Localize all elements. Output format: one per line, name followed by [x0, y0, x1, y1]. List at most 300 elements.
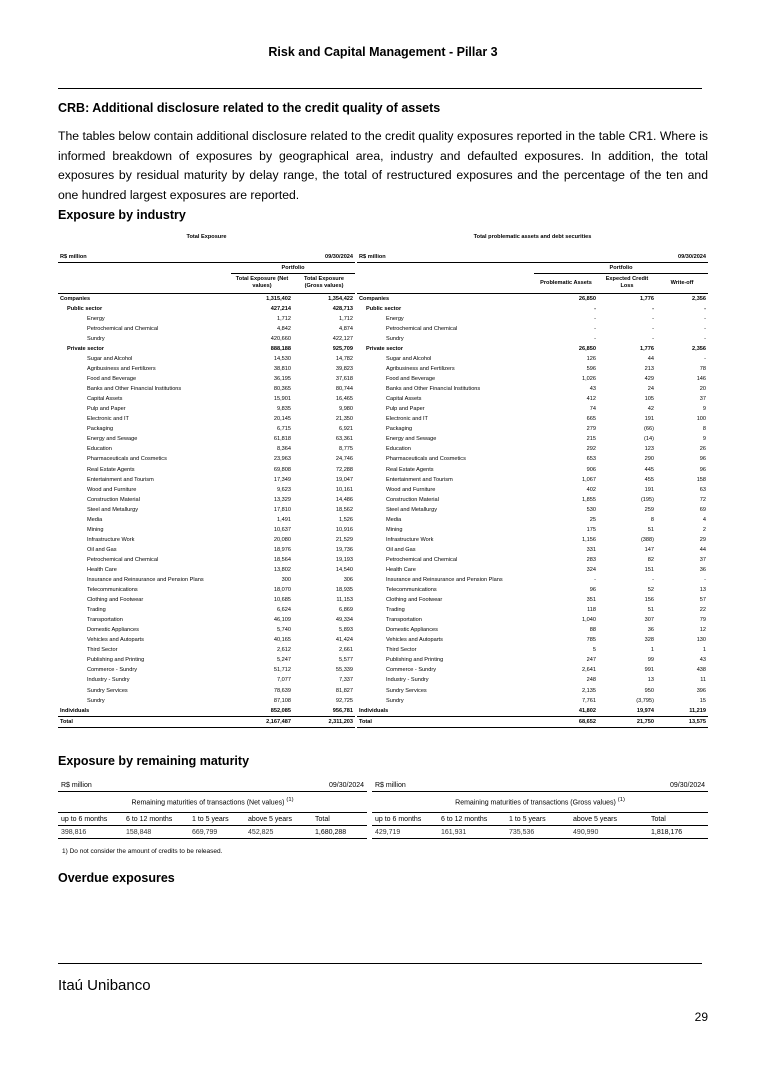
left-total-label: Total: [58, 716, 231, 727]
industry-label: Domestic Appliances: [87, 627, 139, 634]
maturity-column-header: up to 6 months: [58, 813, 123, 826]
industry-label: Transportation: [87, 617, 123, 624]
expected-credit-loss-value: 82: [647, 556, 654, 563]
maturity-value: 490,990: [570, 826, 648, 839]
table-row: [357, 686, 708, 696]
problematic-assets-value: 351: [586, 597, 596, 604]
expected-credit-loss-value: 213: [644, 366, 654, 373]
problematic-assets-value: 175: [586, 526, 596, 533]
expected-credit-loss-value: -: [652, 305, 654, 312]
table-row: [58, 625, 355, 635]
maturity-value: 1,680,288: [312, 826, 367, 839]
problematic-assets-value: 41,802: [578, 707, 596, 714]
industry-label: Electronic and IT: [386, 416, 428, 423]
net-exposure-value: 78,639: [273, 687, 291, 694]
industry-label: Pharmaceuticals and Cosmetics: [386, 456, 466, 463]
write-off-value: 29: [699, 536, 707, 543]
problematic-assets-value: 96: [589, 587, 596, 594]
gross-exposure-value: 956,781: [332, 707, 354, 714]
write-off-value: 26: [699, 446, 707, 453]
industry-label: Private sector: [67, 345, 105, 352]
table-row: [357, 414, 708, 424]
table-row: [58, 394, 355, 404]
write-off-value: 96: [699, 466, 707, 473]
maturity-value: 158,848: [123, 826, 189, 839]
table-row: [58, 304, 355, 314]
net-exposure-value: 13,329: [273, 496, 291, 503]
table-row: [58, 706, 355, 717]
maturity-gross-table: [372, 779, 708, 839]
maturity-right-values-row: [372, 826, 708, 839]
gross-exposure-value: 10,916: [335, 526, 354, 533]
table-row: [58, 545, 355, 555]
problematic-assets-value: 5: [592, 647, 596, 654]
problematic-assets-value: 1,026: [582, 376, 596, 383]
gross-exposure-value: 18,935: [335, 587, 354, 594]
problematic-assets-value: 88: [589, 627, 596, 634]
table-row: [357, 696, 708, 706]
net-exposure-value: 9,623: [277, 486, 291, 493]
industry-label: Energy and Sewage: [386, 436, 437, 443]
write-off-value: 57: [699, 597, 707, 604]
maturity-value: 735,536: [506, 826, 570, 839]
industry-label: Sundry: [386, 335, 404, 342]
maturity-footnote: 1) Do not consider the amount of credits to be released.: [62, 848, 223, 855]
expected-credit-loss-value: 307: [644, 617, 654, 624]
table-row: [58, 404, 355, 414]
industry-label: Packaging: [87, 426, 114, 433]
problematic-assets-value: 412: [586, 396, 596, 403]
maturity-left-unit: R$ million: [58, 779, 245, 792]
industry-label: Private sector: [366, 345, 404, 352]
right-date-label: 09/30/2024: [656, 252, 708, 263]
table-row: [357, 404, 708, 414]
maturity-left-date: 09/30/2024: [245, 779, 367, 792]
net-exposure-value: 17,349: [273, 476, 291, 483]
expected-credit-loss-value: 259: [644, 506, 654, 513]
industry-label: Education: [87, 446, 112, 453]
problematic-assets-value: 247: [586, 657, 596, 664]
industry-label: Sundry Services: [87, 687, 128, 694]
table-row: [357, 525, 708, 535]
table-row: [58, 555, 355, 565]
net-exposure-value: 6,715: [277, 426, 291, 433]
write-off-value: 96: [699, 456, 707, 463]
expected-credit-loss-value: 13: [647, 677, 654, 684]
net-exposure-value: 8,364: [277, 446, 291, 453]
net-exposure-value: 23,963: [273, 456, 291, 463]
net-exposure-value: 87,108: [273, 697, 291, 704]
industry-label: Clothing and Footwear: [386, 597, 443, 604]
industry-label: Oil and Gas: [87, 546, 117, 553]
table-row: [357, 655, 708, 665]
gross-exposure-value: 1,354,422: [328, 295, 354, 302]
problematic-assets-value: 283: [586, 556, 596, 563]
gross-exposure-value: 21,350: [335, 416, 354, 423]
right-col-writeoff-header: Write-off: [656, 274, 708, 294]
page-header-title: Risk and Capital Management - Pillar 3: [268, 45, 498, 59]
net-exposure-value: 40,165: [273, 637, 291, 644]
industry-label: Petrochemical and Chemical: [386, 556, 458, 563]
table-row: [58, 314, 355, 324]
gross-exposure-value: 41,424: [335, 637, 354, 644]
net-exposure-value: 18,564: [273, 556, 291, 563]
net-exposure-value: 17,810: [273, 506, 291, 513]
right-total-wo: 13,575: [656, 716, 708, 727]
industry-label: Individuals: [359, 707, 389, 714]
problematic-assets-value: 279: [586, 426, 596, 433]
table-row: [58, 575, 355, 585]
write-off-value: -: [704, 577, 707, 584]
gross-exposure-value: 6,869: [339, 607, 354, 614]
write-off-value: 13: [699, 587, 707, 594]
table-row: [58, 635, 355, 645]
gross-exposure-value: 7,337: [339, 677, 354, 684]
table-row: [357, 665, 708, 675]
table-row: [357, 615, 708, 625]
net-exposure-value: 6,624: [277, 607, 291, 614]
left-table-title: Total Exposure: [186, 234, 227, 241]
industry-label: Real Estate Agents: [87, 466, 135, 473]
table-row: [58, 334, 355, 344]
industry-label: Steel and Metallurgy: [87, 506, 138, 513]
industry-label: Trading: [87, 607, 106, 614]
gross-exposure-value: 4,874: [339, 325, 354, 332]
net-exposure-value: 46,109: [273, 617, 291, 624]
industry-label: Insurance and Reinsurance and Pension Plans: [87, 577, 204, 584]
maturity-left-footnote-ref: (1): [286, 797, 294, 804]
right-portfolio-label: Portfolio: [534, 263, 708, 274]
expected-credit-loss-value: 991: [644, 667, 654, 674]
expected-credit-loss-value: 24: [647, 386, 654, 393]
maturity-column-header: Total: [312, 813, 367, 826]
maturity-left-header-row: [58, 813, 367, 826]
problematic-assets-value: 1,855: [582, 496, 596, 503]
right-unit-label: R$ million: [357, 252, 534, 263]
industry-label: Industry - Sundry: [87, 677, 130, 684]
industry-label: Pulp and Paper: [386, 406, 425, 413]
left-col-gross-header: Total Exposure (Gross values): [293, 274, 355, 294]
gross-exposure-value: 37,618: [335, 376, 354, 383]
write-off-value: 37: [699, 556, 707, 563]
problematic-assets-value: 906: [586, 466, 596, 473]
write-off-value: 2,356: [692, 345, 707, 352]
industry-label: Sundry: [87, 335, 105, 342]
left-date-label: 09/30/2024: [293, 252, 355, 263]
maturity-value: 1,818,176: [648, 826, 708, 839]
maturity-right-unit: R$ million: [372, 779, 570, 792]
problematic-assets-value: -: [594, 325, 596, 332]
write-off-value: 130: [696, 637, 707, 644]
left-table-body: [58, 293, 355, 716]
gross-exposure-value: 55,339: [335, 667, 354, 674]
industry-label: Clothing and Footwear: [87, 597, 144, 604]
table-row: [357, 394, 708, 404]
problematic-assets-value: 126: [586, 355, 596, 362]
industry-label: Commerce - Sundry: [87, 667, 138, 674]
gross-exposure-value: 9,980: [339, 406, 354, 413]
gross-exposure-value: 428,713: [332, 305, 354, 312]
expected-credit-loss-value: 19,974: [636, 707, 654, 714]
expected-credit-loss-value: 51: [647, 526, 654, 533]
industry-label: Commerce - Sundry: [386, 667, 437, 674]
maturity-column-header: Total: [648, 813, 708, 826]
expected-credit-loss-value: 147: [644, 546, 654, 553]
net-exposure-value: 10,685: [273, 597, 291, 604]
expected-credit-loss-value: 1,776: [640, 345, 654, 352]
table-row: [58, 535, 355, 545]
table-row: [357, 293, 708, 304]
write-off-value: 12: [699, 627, 707, 634]
table-row: [357, 605, 708, 615]
intro-paragraph: The tables below contain additional disclosure related to the credit quality exposures reported in the table CR1. Where is informed breakdown of exposures by geographical area, industry and defaulted exposures. In addition, the total exposures by residual maturity by delay range, the total of restructured exposures and the percentage of the ten and one hundred largest exposures are reported.: [58, 129, 708, 202]
gross-exposure-value: 1,712: [339, 315, 354, 322]
right-total-ecl: 21,750: [598, 716, 656, 727]
table-row: [58, 505, 355, 515]
industry-label: Mining: [386, 526, 403, 533]
write-off-value: 20: [699, 386, 707, 393]
table-row: [357, 454, 708, 464]
page-number: 29: [694, 1010, 708, 1024]
write-off-value: 79: [699, 617, 707, 624]
net-exposure-value: 5,247: [277, 657, 291, 664]
expected-credit-loss-value: 1,776: [640, 295, 654, 302]
net-exposure-value: 51,712: [273, 667, 291, 674]
write-off-value: 1: [702, 647, 707, 654]
write-off-value: -: [704, 355, 707, 362]
right-table-body: [357, 293, 708, 716]
write-off-value: 36: [699, 566, 707, 573]
problematic-assets-value: 43: [589, 386, 596, 393]
industry-label: Energy: [386, 315, 404, 322]
left-total-gross: 2,311,203: [293, 716, 355, 727]
net-exposure-value: 420,660: [270, 335, 291, 342]
industry-label: Pulp and Paper: [87, 406, 126, 413]
table-row: [357, 424, 708, 434]
gross-exposure-value: 92,725: [335, 697, 354, 704]
table-row: [58, 485, 355, 495]
industry-label: Public sector: [67, 305, 103, 312]
industry-label: Transportation: [386, 617, 422, 624]
net-exposure-value: 1,712: [277, 315, 291, 322]
expected-credit-loss-value: 328: [644, 637, 654, 644]
expected-credit-loss-value: 191: [644, 486, 654, 493]
table-row: [58, 464, 355, 474]
table-row: [357, 645, 708, 655]
industry-label: Entertainment and Tourism: [87, 476, 154, 483]
table-row: [58, 495, 355, 505]
expected-credit-loss-value: 191: [644, 416, 654, 423]
gross-exposure-value: 72,288: [335, 466, 354, 473]
write-off-value: 69: [699, 506, 707, 513]
industry-label: Mining: [87, 526, 104, 533]
industry-label: Third Sector: [87, 647, 118, 654]
maturity-value: 398,816: [58, 826, 123, 839]
gross-exposure-value: 306: [343, 577, 354, 584]
footer-divider: [58, 963, 702, 964]
industry-label: Sugar and Alcohol: [87, 355, 133, 362]
industry-label: Sundry Services: [386, 687, 427, 694]
gross-exposure-value: 19,193: [335, 556, 354, 563]
table-row: [357, 706, 708, 717]
industry-label: Media: [87, 516, 103, 523]
table-row: [58, 655, 355, 665]
maturity-right-caption-text: Remaining maturities of transactions (Gross values): [455, 799, 616, 807]
net-exposure-value: 427,214: [270, 305, 291, 312]
problematic-assets-value: 331: [586, 546, 596, 553]
expected-credit-loss-value: (3,795): [636, 697, 654, 704]
industry-label: Capital Assets: [386, 396, 422, 403]
maturity-column-header: above 5 years: [245, 813, 312, 826]
left-total-net: 2,167,487: [231, 716, 293, 727]
industry-label: Steel and Metallurgy: [386, 506, 437, 513]
industry-label: Infrastructure Work: [87, 536, 135, 543]
table-row: [357, 635, 708, 645]
industry-label: Petrochemical and Chemical: [386, 325, 458, 332]
net-exposure-value: 1,491: [277, 516, 291, 523]
table-row: [357, 515, 708, 525]
right-col-problematic-header: Problematic Assets: [534, 274, 598, 294]
maturity-value: 669,799: [189, 826, 245, 839]
write-off-value: 63: [699, 486, 707, 493]
gross-exposure-value: 2,661: [339, 647, 354, 654]
expected-credit-loss-value: (66): [644, 426, 654, 433]
industry-label: Sundry: [386, 697, 404, 704]
right-col-ecl-header: Expected Credit Loss: [598, 274, 656, 294]
table-row: [58, 374, 355, 384]
problematic-assets-value: 653: [586, 456, 596, 463]
footer-company: Itaú Unibanco: [58, 977, 151, 994]
table-row: [58, 675, 355, 685]
gross-exposure-value: 39,823: [335, 366, 354, 373]
industry-label: Telecommunications: [386, 587, 437, 594]
expected-credit-loss-value: (388): [640, 536, 654, 543]
write-off-value: 22: [699, 607, 707, 614]
write-off-value: -: [704, 335, 707, 342]
right-total-pa: 68,652: [534, 716, 598, 727]
maturity-right-header-row: [372, 813, 708, 826]
table-row: [357, 464, 708, 474]
gross-exposure-value: 81,827: [335, 687, 354, 694]
net-exposure-value: 2,612: [277, 647, 291, 654]
industry-heading: Exposure by industry: [58, 208, 186, 222]
net-exposure-value: 13,802: [273, 566, 291, 573]
section-title: CRB: Additional disclosure related to the credit quality of assets: [58, 101, 441, 115]
maturity-right-date: 09/30/2024: [570, 779, 708, 792]
table-row: [58, 595, 355, 605]
industry-label: Telecommunications: [87, 587, 138, 594]
maturity-left-caption-text: Remaining maturities of transactions (Net values): [131, 799, 285, 807]
gross-exposure-value: 14,782: [335, 355, 354, 362]
table-row: [357, 625, 708, 635]
problematic-assets-value: 324: [586, 566, 596, 573]
industry-label: Sundry: [87, 697, 105, 704]
write-off-value: 78: [699, 366, 707, 373]
industry-problematic-assets-table: [357, 232, 708, 728]
expected-credit-loss-value: 99: [647, 657, 654, 664]
industry-label: Food and Beverage: [87, 376, 137, 383]
write-off-value: 4: [702, 516, 707, 523]
expected-credit-loss-value: -: [652, 325, 654, 332]
problematic-assets-value: 530: [586, 506, 596, 513]
net-exposure-value: 18,976: [273, 546, 291, 553]
industry-label: Packaging: [386, 426, 413, 433]
industry-label: Entertainment and Tourism: [386, 476, 453, 483]
expected-credit-loss-value: 156: [644, 597, 654, 604]
industry-label: Petrochemical and Chemical: [87, 556, 159, 563]
net-exposure-value: 61,818: [273, 436, 291, 443]
industry-label: Industry - Sundry: [386, 677, 429, 684]
write-off-value: 44: [699, 546, 707, 553]
industry-label: Vehicles and Autoparts: [386, 637, 443, 644]
table-row: [58, 293, 355, 304]
expected-credit-loss-value: 429: [644, 376, 654, 383]
industry-label: Media: [386, 516, 402, 523]
write-off-value: 2,356: [692, 295, 707, 302]
table-row: [58, 615, 355, 625]
right-table-title: Total problematic assets and debt securities: [473, 234, 592, 241]
net-exposure-value: 69,808: [273, 466, 291, 473]
gross-exposure-value: 49,334: [335, 617, 354, 624]
table-row: [58, 475, 355, 485]
write-off-value: 2: [702, 526, 707, 533]
table-row: [58, 424, 355, 434]
industry-label: Domestic Appliances: [386, 627, 438, 634]
table-row: [357, 545, 708, 555]
left-portfolio-label: Portfolio: [231, 263, 355, 274]
gross-exposure-value: 925,709: [332, 345, 354, 352]
write-off-value: 9: [702, 436, 707, 443]
net-exposure-value: 20,080: [273, 536, 291, 543]
problematic-assets-value: -: [594, 305, 596, 312]
industry-label: Public sector: [366, 305, 402, 312]
industry-label: Energy and Sewage: [87, 436, 138, 443]
problematic-assets-value: 26,850: [578, 295, 596, 302]
table-row: [357, 505, 708, 515]
net-exposure-value: 36,195: [273, 376, 291, 383]
right-total-label: Total: [357, 716, 534, 727]
table-row: [357, 434, 708, 444]
industry-label: Wood and Furniture: [386, 486, 436, 493]
write-off-value: 8: [702, 426, 707, 433]
table-row: [58, 414, 355, 424]
maturity-column-header: 1 to 5 years: [506, 813, 570, 826]
industry-label: Education: [386, 446, 411, 453]
problematic-assets-value: 1,156: [582, 536, 596, 543]
industry-label: Publishing and Printing: [386, 657, 444, 664]
net-exposure-value: 888,188: [270, 345, 291, 352]
table-row: [58, 344, 355, 354]
expected-credit-loss-value: 151: [644, 566, 654, 573]
gross-exposure-value: 8,775: [339, 446, 354, 453]
net-exposure-value: 5,740: [277, 627, 291, 634]
table-row: [58, 565, 355, 575]
problematic-assets-value: 215: [586, 436, 596, 443]
table-row: [357, 324, 708, 334]
industry-label: Health Care: [87, 566, 117, 573]
gross-exposure-value: 1,526: [339, 516, 354, 523]
table-row: [357, 535, 708, 545]
table-row: [357, 344, 708, 354]
industry-label: Oil and Gas: [386, 546, 416, 553]
overdue-heading: Overdue exposures: [58, 871, 175, 885]
net-exposure-value: 852,085: [270, 707, 291, 714]
table-row: [357, 475, 708, 485]
expected-credit-loss-value: 105: [644, 396, 654, 403]
table-row: [357, 364, 708, 374]
maturity-left-values-row: [58, 826, 367, 839]
table-row: [58, 444, 355, 454]
